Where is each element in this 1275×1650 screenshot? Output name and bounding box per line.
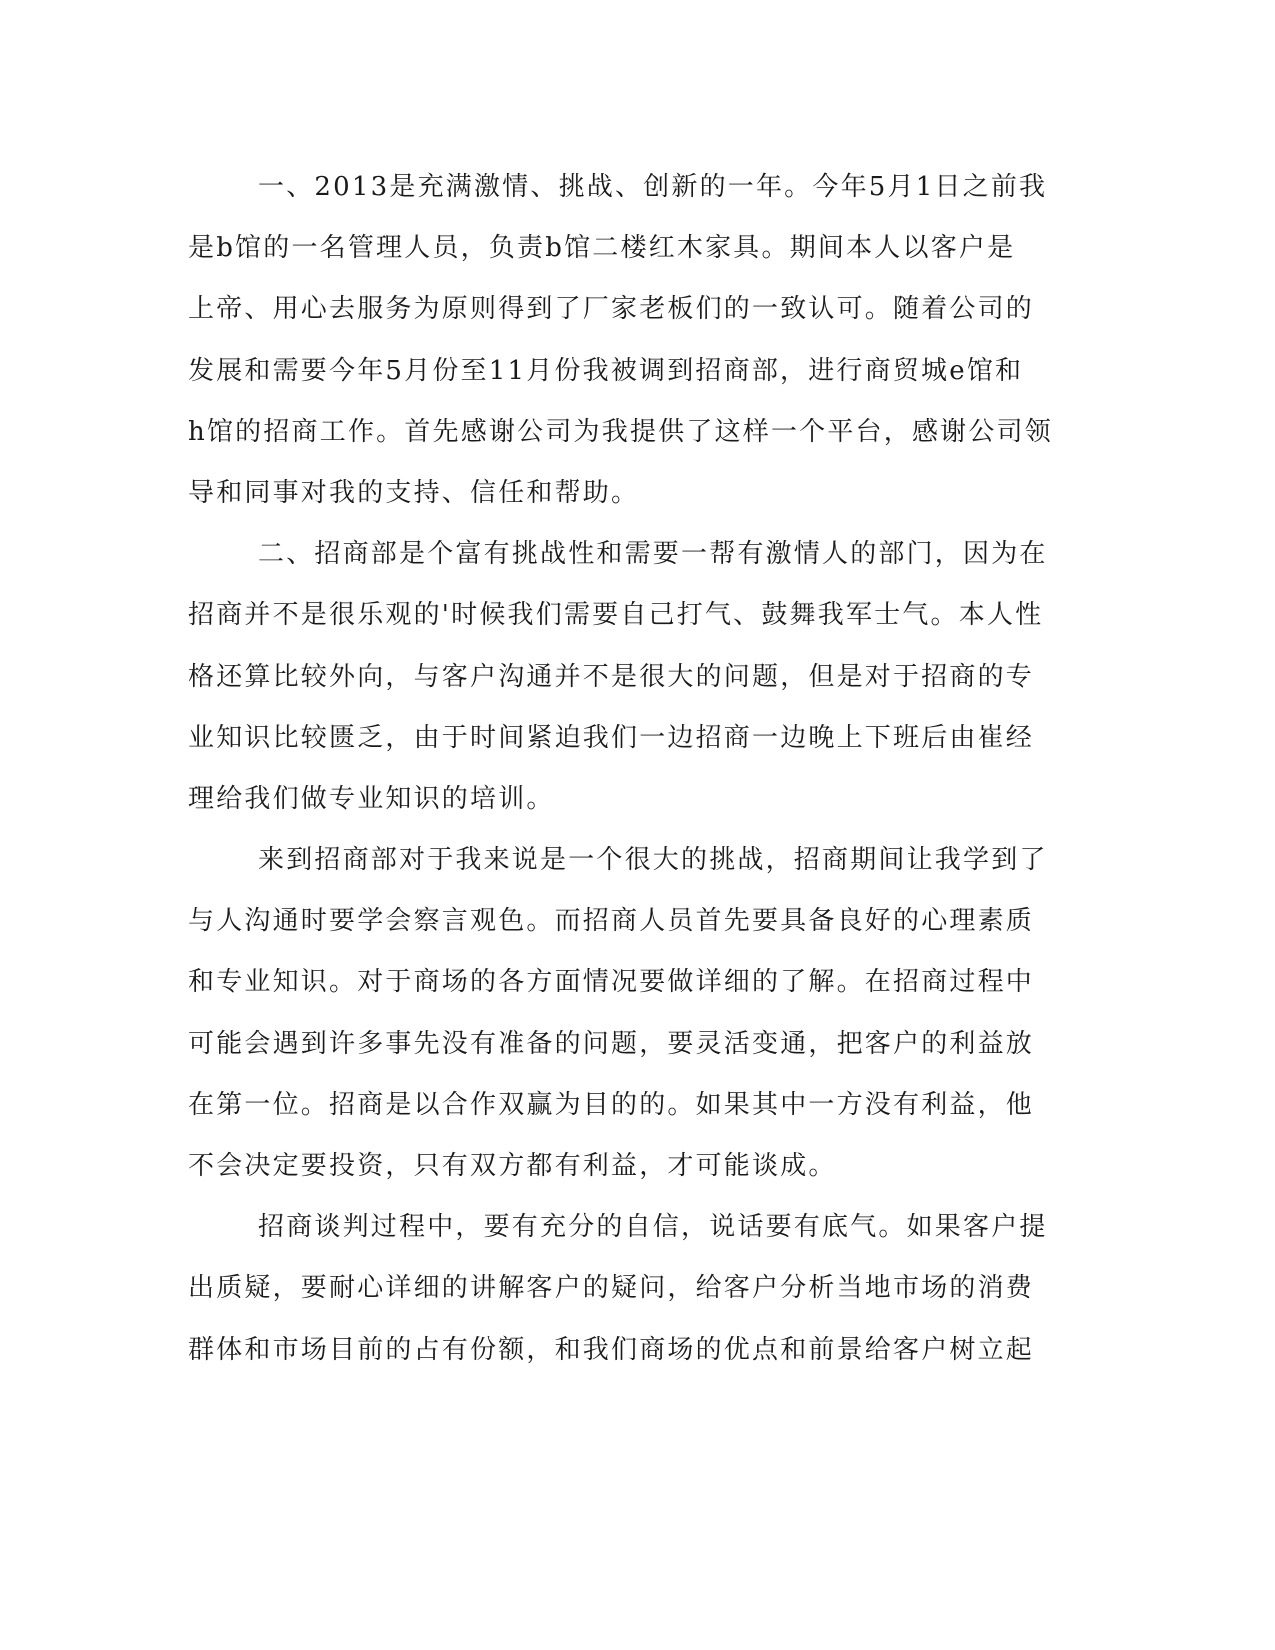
- text-line-5: h馆的招商工作。首先感谢公司为我提供了这样一个平台，感谢公司领: [188, 416, 1053, 447]
- text-line-11: 理给我们做专业知识的培训。: [188, 783, 555, 814]
- text-line-19: 出质疑，要耐心详细的讲解客户的疑问，给客户分析当地市场的消费: [188, 1273, 1035, 1304]
- text-line-4: 发展和需要今年5月份至11月份我被调到招商部，进行商贸城e馆和: [188, 355, 1024, 386]
- text-line-3: 上帝、用心去服务为原则得到了厂家老板们的一致认可。随着公司的: [188, 294, 1035, 325]
- text-line-16: 在第一位。招商是以合作双赢为目的的。如果其中一方没有利益，他: [188, 1089, 1035, 1120]
- text-line-10: 业知识比较匮乏，由于时间紧迫我们一边招商一边晚上下班后由崔经: [188, 722, 1035, 753]
- text-line-7: 二、招商部是个富有挑战性和需要一帮有激情人的部门，因为在: [258, 539, 1048, 570]
- text-line-8: 招商并不是很乐观的'时候我们需要自己打气、鼓舞我军士气。本人性: [188, 600, 1044, 631]
- text-line-12: 来到招商部对于我来说是一个很大的挑战，招商期间让我学到了: [258, 845, 1048, 876]
- text-line-2: 是b馆的一名管理人员，负责b馆二楼红木家具。期间本人以客户是: [188, 233, 1016, 264]
- text-line-17: 不会决定要投资，只有双方都有利益，才可能谈成。: [188, 1151, 837, 1181]
- text-line-20: 群体和市场目前的占有份额，和我们商场的优点和前景给客户树立起: [188, 1334, 1035, 1365]
- text-line-14: 和专业知识。对于商场的各方面情况要做详细的了解。在招商过程中: [188, 967, 1035, 998]
- text-line-13: 与人沟通时要学会察言观色。而招商人员首先要具备良好的心理素质: [188, 906, 1035, 937]
- text-line-18: 招商谈判过程中，要有充分的自信，说话要有底气。如果客户提: [258, 1212, 1048, 1243]
- text-line-9: 格还算比较外向，与客户沟通并不是很大的问题，但是对于招商的专: [188, 661, 1035, 692]
- document-body: [188, 157, 1068, 1381]
- text-line-1: 一、2013是充满激情、挑战、创新的一年。今年5月1日之前我: [258, 172, 1048, 202]
- text-line-6: 导和同事对我的支持、信任和帮助。: [188, 477, 640, 508]
- text-line-15: 可能会遇到许多事先没有准备的问题，要灵活变通，把客户的利益放: [188, 1028, 1035, 1059]
